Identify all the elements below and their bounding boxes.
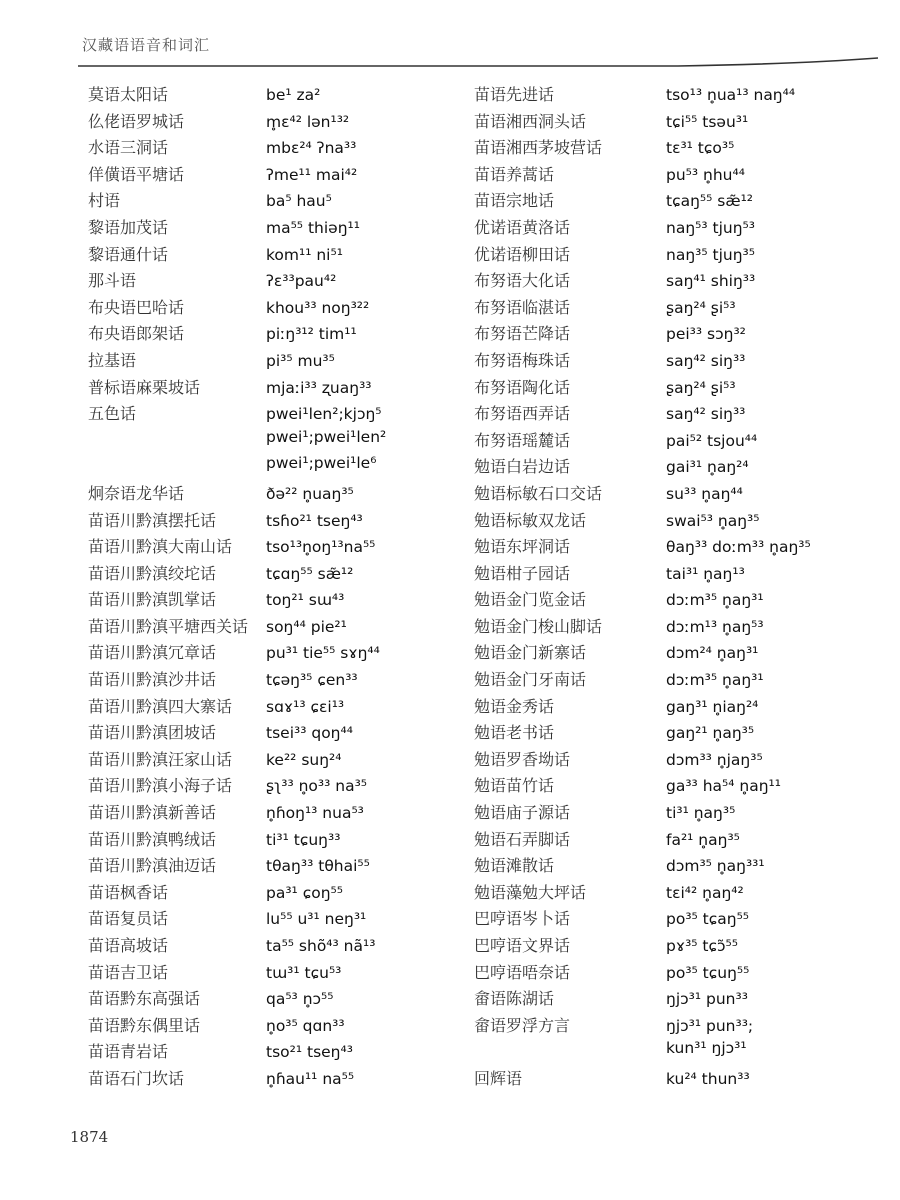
phonetic-form: dɔːm³⁵ n̥aŋ³¹ bbox=[666, 671, 764, 690]
vocab-entry bbox=[474, 720, 811, 747]
language-name: 苗语养蒿话 bbox=[474, 164, 555, 184]
phonetic-form: n̥ɦau¹¹ na⁵⁵ bbox=[266, 1069, 355, 1088]
vocab-entry bbox=[474, 454, 811, 481]
language-name: 村语 bbox=[88, 191, 121, 211]
phonetic-form: gaŋ²¹ n̥aŋ³⁵ bbox=[666, 724, 755, 743]
vocab-entry bbox=[474, 747, 811, 774]
vocab-entry bbox=[474, 986, 811, 1013]
language-name: 苗语黔东高强话 bbox=[88, 989, 201, 1009]
phonetic-form: ʂʅ³³ n̥o³³ na³⁵ bbox=[266, 777, 367, 796]
language-name: 勉语滩散话 bbox=[474, 856, 555, 876]
vocab-entry bbox=[474, 162, 811, 189]
vocab-entry bbox=[88, 321, 386, 348]
language-name: 苗语川黔滇小海子话 bbox=[88, 776, 233, 796]
language-name: 畲语罗浮方言 bbox=[474, 1015, 571, 1035]
language-name: 畲语陈湖话 bbox=[474, 989, 555, 1009]
phonetic-form: tɕaŋ⁵⁵ sæ̃¹² bbox=[666, 192, 753, 211]
vocab-entry bbox=[474, 268, 811, 295]
phonetic-form: ba⁵ hau⁵ bbox=[266, 192, 332, 211]
vocab-entry bbox=[474, 82, 811, 109]
phonetic-form: sɑɤ¹³ ɕɛi¹³ bbox=[266, 697, 345, 716]
phonetic-form: pu³¹ tie⁵⁵ sɤŋ⁴⁴ bbox=[266, 644, 380, 663]
vocab-entry bbox=[474, 135, 811, 162]
language-name: 勉语标敏石口交话 bbox=[474, 483, 603, 503]
vocab-entry bbox=[88, 508, 386, 535]
phonetic-form: pwei¹;pwei¹le⁶ bbox=[266, 454, 377, 473]
phonetic-form: ʔɛ³³pau⁴² bbox=[266, 272, 337, 291]
vocab-entry bbox=[88, 454, 386, 481]
language-name: 巴哼语唔奈话 bbox=[474, 962, 571, 982]
vocab-entry bbox=[474, 321, 811, 348]
phonetic-form: gai³¹ n̥aŋ²⁴ bbox=[666, 458, 749, 477]
vocab-entry bbox=[474, 640, 811, 667]
language-name: 五色话 bbox=[88, 404, 137, 424]
vocab-entry bbox=[88, 880, 386, 907]
vocab-entry bbox=[474, 534, 811, 561]
phonetic-form: lu⁵⁵ u³¹ neŋ³¹ bbox=[266, 910, 367, 929]
phonetic-form: naŋ³⁵ tjuŋ³⁵ bbox=[666, 245, 755, 264]
phonetic-form: po³⁵ tɕaŋ⁵⁵ bbox=[666, 910, 750, 929]
phonetic-form: ti³¹ n̥aŋ³⁵ bbox=[666, 804, 736, 823]
phonetic-form: kun³¹ ŋjɔ³¹ bbox=[666, 1039, 747, 1058]
language-name: 布央语郎架话 bbox=[88, 324, 185, 344]
phonetic-form: fa²¹ n̥aŋ³⁵ bbox=[666, 830, 740, 849]
vocab-entry bbox=[88, 960, 386, 987]
phonetic-form: mbɛ²⁴ ʔna³³ bbox=[266, 139, 357, 158]
vocab-entry bbox=[474, 109, 811, 136]
phonetic-form: saŋ⁴² siŋ³³ bbox=[666, 405, 746, 424]
phonetic-form: ʂaŋ²⁴ ʂi⁵³ bbox=[666, 298, 736, 317]
phonetic-form: tɛ³¹ tɕo³⁵ bbox=[666, 139, 735, 158]
phonetic-form: tso¹³ n̥ua¹³ naŋ⁴⁴ bbox=[666, 86, 796, 104]
language-name: 勉语金门新寨话 bbox=[474, 643, 587, 663]
phonetic-form: toŋ²¹ sɯ⁴³ bbox=[266, 591, 345, 610]
phonetic-form: tɯ³¹ tɕu⁵³ bbox=[266, 963, 342, 982]
vocab-entry bbox=[474, 508, 811, 535]
vocab-entry bbox=[88, 188, 386, 215]
language-name: 苗语湘西茅坡营话 bbox=[474, 138, 603, 158]
language-name: 布努语陶化话 bbox=[474, 377, 571, 397]
vocab-entry bbox=[474, 1013, 811, 1040]
vocab-entry bbox=[88, 135, 386, 162]
vocab-entry bbox=[474, 295, 811, 322]
language-name: 苗语高坡话 bbox=[88, 936, 169, 955]
language-name: 勉语东坪洞话 bbox=[474, 537, 571, 557]
vocab-entry bbox=[474, 348, 811, 375]
phonetic-form: be¹ za² bbox=[266, 86, 321, 104]
language-name: 勉语藻勉大坪话 bbox=[474, 882, 587, 902]
phonetic-form: pi³⁵ mu³⁵ bbox=[266, 351, 335, 370]
language-name: 苗语川黔滇摆托话 bbox=[88, 510, 217, 530]
phonetic-form: saŋ⁴² siŋ³³ bbox=[666, 351, 746, 370]
vocab-entry bbox=[474, 960, 811, 987]
vocab-entry bbox=[88, 268, 386, 295]
vocab-entry bbox=[88, 1013, 386, 1040]
language-name: 炯奈语龙华话 bbox=[88, 483, 185, 503]
phonetic-form: ti³¹ tɕuŋ³³ bbox=[266, 830, 341, 849]
language-name: 苗语吉卫话 bbox=[88, 962, 169, 982]
vocab-entry bbox=[474, 1066, 811, 1093]
language-name: 优诺语柳田话 bbox=[474, 244, 571, 264]
phonetic-form: piːŋ³¹² tim¹¹ bbox=[266, 325, 357, 344]
phonetic-form: pai⁵² tsjou⁴⁴ bbox=[666, 431, 758, 450]
vocab-entry bbox=[88, 82, 386, 109]
phonetic-form: su³³ n̥aŋ⁴⁴ bbox=[666, 484, 743, 503]
vocab-entry bbox=[88, 295, 386, 322]
vocab-entry bbox=[474, 1039, 811, 1066]
left-column bbox=[88, 82, 386, 1093]
vocab-entry bbox=[474, 401, 811, 428]
vocab-entry bbox=[474, 667, 811, 694]
language-name: 勉语庙子源话 bbox=[474, 803, 571, 823]
phonetic-form: pwei¹;pwei¹len² bbox=[266, 427, 387, 446]
phonetic-form: swai⁵³ n̥aŋ³⁵ bbox=[666, 511, 760, 530]
phonetic-form: ku²⁴ thun³³ bbox=[666, 1069, 750, 1088]
phonetic-form: tai³¹ n̥aŋ¹³ bbox=[666, 564, 745, 583]
language-name: 苗语川黔滇凯掌话 bbox=[88, 590, 217, 610]
vocab-entry bbox=[88, 242, 386, 269]
vocab-entry bbox=[88, 827, 386, 854]
vocab-entry bbox=[88, 109, 386, 136]
language-name: 布努语西弄话 bbox=[474, 404, 571, 424]
phonetic-form: tɕɑŋ⁵⁵ sæ̃¹² bbox=[266, 564, 354, 583]
vocab-entry bbox=[88, 401, 386, 428]
vocab-entry bbox=[88, 933, 386, 960]
phonetic-form: n̥ɦoŋ¹³ nua⁵³ bbox=[266, 804, 364, 823]
phonetic-form: pa³¹ ɕoŋ⁵⁵ bbox=[266, 883, 343, 902]
language-name: 勉语金门览金话 bbox=[474, 590, 587, 610]
language-name: 布努语瑶麓话 bbox=[474, 430, 571, 450]
vocab-entry bbox=[88, 162, 386, 189]
vocab-entry bbox=[88, 428, 386, 455]
language-name: 布努语芒降话 bbox=[474, 324, 571, 344]
language-name: 巴哼语岑卜话 bbox=[474, 909, 571, 929]
language-name: 苗语川黔滇新善话 bbox=[88, 803, 217, 823]
language-name: 布央语巴哈话 bbox=[88, 297, 185, 317]
vocab-entry bbox=[88, 215, 386, 242]
language-name: 苗语先进话 bbox=[474, 85, 555, 104]
phonetic-form: dɔm³⁵ n̥aŋ³³¹ bbox=[666, 857, 765, 876]
vocab-entry bbox=[88, 853, 386, 880]
language-name: 勉语罗香坳话 bbox=[474, 749, 571, 769]
phonetic-form: kom¹¹ ni⁵¹ bbox=[266, 245, 343, 264]
language-name: 布努语大化话 bbox=[474, 271, 571, 291]
language-name: 黎语加茂话 bbox=[88, 217, 169, 237]
vocab-entry bbox=[474, 561, 811, 588]
language-name: 勉语金秀话 bbox=[474, 696, 555, 716]
vocab-entry bbox=[88, 640, 386, 667]
right-column bbox=[474, 82, 811, 1093]
language-name: 苗语川黔滇团坡话 bbox=[88, 723, 217, 743]
language-name: 苗语川黔滇大南山话 bbox=[88, 537, 233, 557]
phonetic-form: soŋ⁴⁴ pie²¹ bbox=[266, 617, 347, 636]
language-name: 苗语石门坎话 bbox=[88, 1068, 185, 1088]
vocab-entry bbox=[474, 800, 811, 827]
language-name: 拉基语 bbox=[88, 350, 137, 370]
phonetic-form: ma⁵⁵ thiəŋ¹¹ bbox=[266, 218, 360, 237]
phonetic-form: ŋjɔ³¹ pun³³; bbox=[666, 1016, 754, 1035]
language-name: 苗语川黔滇冗章话 bbox=[88, 643, 217, 663]
phonetic-form: pɤ³⁵ tɕɔ̃⁵⁵ bbox=[666, 937, 738, 955]
vocab-entry bbox=[88, 720, 386, 747]
vocab-entry bbox=[474, 827, 811, 854]
vocab-entry bbox=[88, 1066, 386, 1093]
language-name: 苗语川黔滇鸭绒话 bbox=[88, 829, 217, 849]
vocab-entry bbox=[88, 561, 386, 588]
phonetic-form: dɔːm¹³ n̥aŋ⁵³ bbox=[666, 617, 764, 636]
phonetic-form: po³⁵ tɕuŋ⁵⁵ bbox=[666, 963, 750, 982]
language-name: 苗语宗地话 bbox=[474, 191, 555, 211]
vocab-entry bbox=[88, 694, 386, 721]
vocab-entry bbox=[88, 481, 386, 508]
language-name: 苗语川黔滇绞坨话 bbox=[88, 563, 217, 583]
phonetic-form: m̥ɛ⁴² lən¹³² bbox=[266, 112, 350, 131]
vocab-entry bbox=[88, 986, 386, 1013]
vocab-entry bbox=[88, 348, 386, 375]
vocab-entry bbox=[474, 694, 811, 721]
phonetic-form: pwei¹len²;kjɔŋ⁵ bbox=[266, 405, 382, 424]
language-name: 苗语青岩话 bbox=[88, 1042, 169, 1062]
language-name: 勉语金门梭山脚话 bbox=[474, 616, 603, 636]
vocab-entry bbox=[88, 773, 386, 800]
language-name: 苗语川黔滇沙井话 bbox=[88, 670, 217, 690]
vocab-entry bbox=[474, 242, 811, 269]
language-name: 苗语川黔滇平塘西关话 bbox=[88, 616, 249, 636]
vocab-entry bbox=[474, 880, 811, 907]
vocab-entry bbox=[474, 375, 811, 402]
phonetic-form: tɕəŋ³⁵ ɕen³³ bbox=[266, 671, 358, 690]
phonetic-form: tsɦo²¹ tseŋ⁴³ bbox=[266, 511, 363, 530]
phonetic-form: khou³³ noŋ³²² bbox=[266, 298, 370, 317]
vocab-entry bbox=[474, 906, 811, 933]
phonetic-form: dɔm²⁴ n̥aŋ³¹ bbox=[666, 644, 759, 663]
running-header: 汉藏语语音和词汇 bbox=[82, 36, 211, 54]
phonetic-form: dɔm³³ n̥jaŋ³⁵ bbox=[666, 750, 763, 769]
language-name: 勉语石弄脚话 bbox=[474, 829, 571, 849]
phonetic-form: ʔme¹¹ mai⁴² bbox=[266, 165, 358, 184]
language-name: 苗语黔东偶里话 bbox=[88, 1015, 201, 1035]
phonetic-form: tθaŋ³³ tθhai⁵⁵ bbox=[266, 857, 370, 876]
phonetic-form: ðə²² n̥uaŋ³⁵ bbox=[266, 484, 354, 503]
phonetic-form: saŋ⁴¹ shiŋ³³ bbox=[666, 272, 756, 291]
language-name: 普标语麻栗坡话 bbox=[88, 377, 201, 397]
language-name: 仫佬语罗城话 bbox=[88, 111, 185, 131]
language-name: 苗语枫香话 bbox=[88, 882, 169, 902]
phonetic-form: ga³³ ha⁵⁴ n̥aŋ¹¹ bbox=[666, 777, 781, 796]
phonetic-form: tso²¹ tseŋ⁴³ bbox=[266, 1043, 353, 1062]
language-name: 苗语川黔滇油迈话 bbox=[88, 856, 217, 876]
vocab-entry bbox=[88, 906, 386, 933]
phonetic-form: tsei³³ qoŋ⁴⁴ bbox=[266, 724, 353, 743]
vocab-entry bbox=[88, 800, 386, 827]
vocab-entry bbox=[474, 215, 811, 242]
vocab-entry bbox=[474, 933, 811, 960]
phonetic-form: ŋjɔ³¹ pun³³ bbox=[666, 990, 748, 1009]
phonetic-form: qa⁵³ n̥ɔ⁵⁵ bbox=[266, 990, 334, 1009]
language-name: 优诺语黄洛话 bbox=[474, 217, 571, 237]
language-name: 勉语金门牙南话 bbox=[474, 670, 587, 690]
header-rule bbox=[78, 56, 878, 68]
phonetic-form: tɛi⁴² n̥aŋ⁴² bbox=[666, 883, 744, 902]
vocab-entry bbox=[88, 747, 386, 774]
language-name: 苗语川黔滇汪家山话 bbox=[88, 749, 233, 769]
phonetic-form: ʂaŋ²⁴ ʂi⁵³ bbox=[666, 378, 736, 397]
phonetic-form: dɔːm³⁵ n̥aŋ³¹ bbox=[666, 591, 764, 610]
vocab-entry bbox=[88, 375, 386, 402]
vocab-entry bbox=[474, 481, 811, 508]
vocab-entry bbox=[474, 587, 811, 614]
phonetic-form: θaŋ³³ doːm³³ n̥aŋ³⁵ bbox=[666, 538, 811, 557]
language-name: 勉语标敏双龙话 bbox=[474, 510, 587, 530]
phonetic-form: tso¹³n̥oŋ¹³na⁵⁵ bbox=[266, 538, 376, 557]
language-name: 苗语川黔滇四大寨话 bbox=[88, 696, 233, 716]
language-name: 勉语白岩边话 bbox=[474, 457, 571, 477]
vocab-entry bbox=[474, 188, 811, 215]
vocab-entry bbox=[474, 428, 811, 455]
vocab-entry bbox=[474, 773, 811, 800]
phonetic-form: gaŋ³¹ n̥iaŋ²⁴ bbox=[666, 697, 759, 716]
language-name: 黎语通什话 bbox=[88, 244, 169, 264]
language-name: 佯僙语平塘话 bbox=[88, 164, 185, 184]
language-name: 那斗语 bbox=[88, 271, 137, 291]
phonetic-form: pu⁵³ n̥hu⁴⁴ bbox=[666, 165, 745, 184]
phonetic-form: mjaːi³³ ʐuaŋ³³ bbox=[266, 378, 372, 397]
language-name: 布努语梅珠话 bbox=[474, 350, 571, 370]
language-name: 水语三洞话 bbox=[88, 138, 169, 158]
vocab-entry bbox=[88, 587, 386, 614]
language-name: 苗语湘西洞头话 bbox=[474, 111, 587, 131]
vocab-entry bbox=[88, 534, 386, 561]
language-name: 巴哼语文界话 bbox=[474, 936, 571, 955]
phonetic-form: tɕi⁵⁵ tsəu³¹ bbox=[666, 112, 749, 131]
phonetic-form: pei³³ sɔŋ³² bbox=[666, 325, 746, 344]
vocab-entry bbox=[474, 853, 811, 880]
vocab-entry bbox=[474, 614, 811, 641]
phonetic-form: ke²² suŋ²⁴ bbox=[266, 750, 342, 769]
language-name: 回辉语 bbox=[474, 1068, 523, 1088]
vocab-entry bbox=[88, 1039, 386, 1066]
phonetic-form: ta⁵⁵ shõ⁴³ nã¹³ bbox=[266, 937, 376, 955]
vocab-entry bbox=[88, 614, 386, 641]
page-number: 1874 bbox=[70, 1128, 109, 1146]
language-name: 勉语柑子园话 bbox=[474, 563, 571, 583]
phonetic-form: n̥o³⁵ qɑn³³ bbox=[266, 1016, 345, 1035]
phonetic-form: naŋ⁵³ tjuŋ⁵³ bbox=[666, 218, 755, 237]
language-name: 苗语复员话 bbox=[88, 909, 169, 929]
language-name: 勉语苗竹话 bbox=[474, 776, 555, 796]
language-name: 勉语老书话 bbox=[474, 723, 555, 743]
language-name: 布努语临湛话 bbox=[474, 297, 571, 317]
language-name: 莫语太阳话 bbox=[88, 85, 169, 104]
vocab-entry bbox=[88, 667, 386, 694]
